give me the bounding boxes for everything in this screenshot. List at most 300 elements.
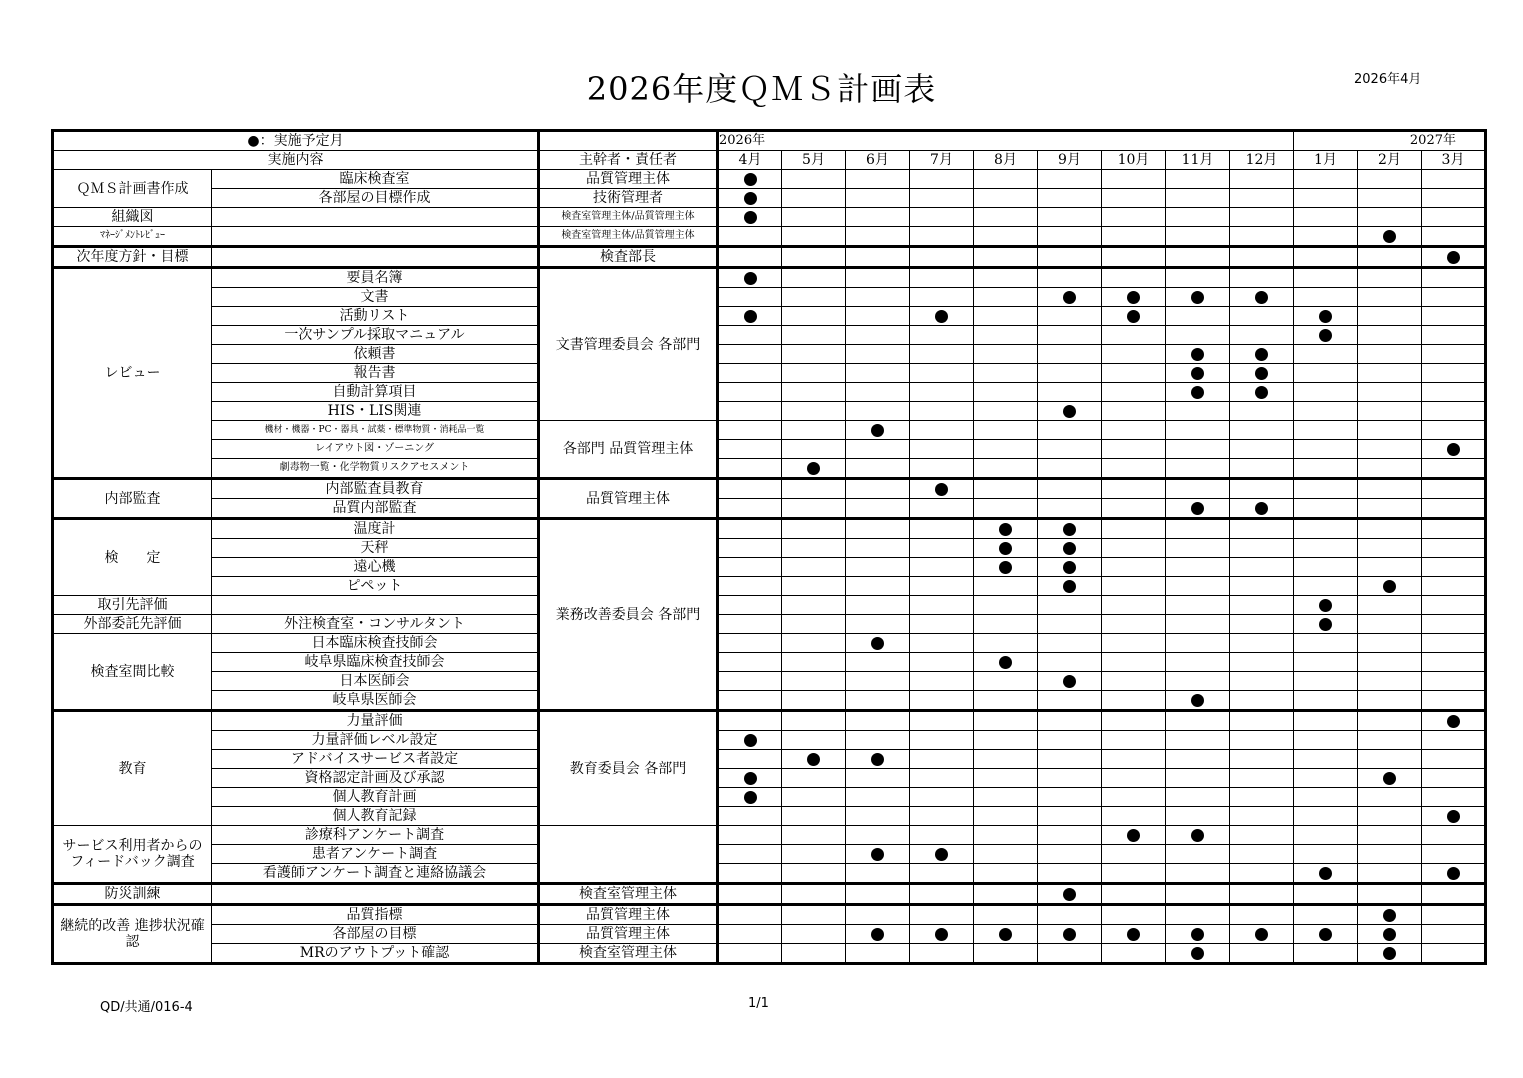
month-cell bbox=[1038, 769, 1102, 788]
month-cell bbox=[718, 750, 782, 769]
table-row bbox=[53, 421, 1486, 440]
month-cell bbox=[718, 845, 782, 864]
month-cell bbox=[1230, 539, 1294, 558]
month-cell bbox=[1294, 307, 1358, 326]
month-cell bbox=[846, 769, 910, 788]
month-cell bbox=[1038, 170, 1102, 189]
month-cell bbox=[1422, 672, 1486, 691]
table-row bbox=[53, 769, 1486, 788]
month-cell bbox=[846, 170, 910, 189]
month-cell bbox=[1166, 634, 1230, 653]
month-cell bbox=[910, 539, 974, 558]
month-cell bbox=[974, 459, 1038, 479]
month-cell bbox=[1294, 731, 1358, 750]
month-cell bbox=[1166, 864, 1230, 884]
scheduled-dot-icon bbox=[1319, 599, 1332, 612]
month-cell bbox=[1230, 788, 1294, 807]
month-cell bbox=[1166, 788, 1230, 807]
month-cell bbox=[1294, 440, 1358, 459]
month-cell bbox=[974, 519, 1038, 539]
category-cell: レビュー bbox=[53, 268, 212, 479]
month-cell bbox=[846, 383, 910, 402]
month-header: 9月 bbox=[1038, 151, 1102, 170]
month-cell bbox=[846, 440, 910, 459]
month-cell bbox=[1166, 826, 1230, 845]
month-cell bbox=[782, 944, 846, 964]
month-cell bbox=[910, 364, 974, 383]
scheduled-dot-icon bbox=[1063, 561, 1076, 574]
month-cell bbox=[1102, 691, 1166, 711]
month-cell bbox=[974, 189, 1038, 208]
month-cell bbox=[782, 731, 846, 750]
month-cell bbox=[1422, 519, 1486, 539]
scheduled-dot-icon bbox=[1383, 909, 1396, 922]
year-next-label: 2027年 bbox=[1294, 131, 1486, 151]
month-cell bbox=[718, 288, 782, 307]
month-cell bbox=[1422, 944, 1486, 964]
month-cell bbox=[910, 402, 974, 421]
month-cell bbox=[910, 769, 974, 788]
table-row bbox=[53, 925, 1486, 944]
month-cell bbox=[1358, 826, 1422, 845]
month-cell bbox=[1358, 189, 1422, 208]
month-cell bbox=[1294, 208, 1358, 227]
month-cell bbox=[1038, 364, 1102, 383]
table-row bbox=[53, 944, 1486, 964]
item-cell: レイアウト図・ゾーニング bbox=[212, 440, 539, 459]
month-cell bbox=[1166, 558, 1230, 577]
month-cell bbox=[846, 189, 910, 208]
month-cell bbox=[718, 731, 782, 750]
month-cell bbox=[1358, 539, 1422, 558]
month-cell bbox=[910, 227, 974, 247]
month-cell bbox=[846, 499, 910, 519]
month-cell bbox=[1358, 905, 1422, 925]
month-cell bbox=[1422, 826, 1486, 845]
month-cell bbox=[910, 558, 974, 577]
month-cell bbox=[1422, 170, 1486, 189]
item-cell: 自動計算項目 bbox=[212, 383, 539, 402]
scheduled-dot-icon bbox=[1319, 928, 1332, 941]
item-cell: 各部屋の目標 bbox=[212, 925, 539, 944]
qms-plan-table bbox=[51, 129, 1487, 965]
month-cell bbox=[782, 884, 846, 905]
month-cell bbox=[1358, 750, 1422, 769]
month-cell bbox=[1230, 208, 1294, 227]
scheduled-dot-icon bbox=[1191, 694, 1204, 707]
month-cell bbox=[1358, 519, 1422, 539]
month-cell bbox=[846, 288, 910, 307]
month-cell bbox=[1422, 769, 1486, 788]
month-cell bbox=[910, 672, 974, 691]
month-cell bbox=[718, 170, 782, 189]
month-cell bbox=[1294, 925, 1358, 944]
month-cell bbox=[1038, 440, 1102, 459]
table-row bbox=[53, 788, 1486, 807]
month-cell bbox=[1294, 691, 1358, 711]
owner-cell: 検査室管理主体 bbox=[539, 884, 718, 905]
page-number: 1/1 bbox=[748, 996, 769, 1011]
month-cell bbox=[1358, 845, 1422, 864]
month-cell bbox=[1038, 634, 1102, 653]
item-cell bbox=[212, 596, 539, 615]
item-cell: 個人教育計画 bbox=[212, 788, 539, 807]
month-cell bbox=[1102, 479, 1166, 499]
scheduled-dot-icon bbox=[744, 272, 757, 285]
scheduled-dot-icon bbox=[1063, 888, 1076, 901]
month-cell bbox=[1102, 672, 1166, 691]
month-cell bbox=[1166, 807, 1230, 826]
month-cell bbox=[1038, 691, 1102, 711]
month-cell bbox=[1294, 826, 1358, 845]
month-cell bbox=[1166, 208, 1230, 227]
month-cell bbox=[782, 691, 846, 711]
month-cell bbox=[718, 788, 782, 807]
month-cell bbox=[846, 845, 910, 864]
month-cell bbox=[846, 925, 910, 944]
month-cell bbox=[1038, 539, 1102, 558]
month-cell bbox=[1358, 731, 1422, 750]
item-cell: 要員名簿 bbox=[212, 268, 539, 288]
month-cell bbox=[1230, 459, 1294, 479]
month-cell bbox=[1358, 577, 1422, 596]
month-cell bbox=[1294, 944, 1358, 964]
scheduled-dot-icon bbox=[1127, 829, 1140, 842]
month-cell bbox=[782, 479, 846, 499]
category-cell: 教育 bbox=[53, 711, 212, 826]
table-row bbox=[53, 345, 1486, 364]
scheduled-dot-icon bbox=[1191, 947, 1204, 960]
month-cell bbox=[1102, 788, 1166, 807]
month-cell bbox=[1166, 440, 1230, 459]
month-cell bbox=[910, 788, 974, 807]
month-cell bbox=[782, 845, 846, 864]
month-cell bbox=[974, 326, 1038, 345]
month-cell bbox=[1038, 247, 1102, 268]
month-cell bbox=[974, 364, 1038, 383]
month-cell bbox=[718, 596, 782, 615]
table-row bbox=[53, 672, 1486, 691]
month-cell bbox=[1102, 440, 1166, 459]
item-cell: 一次サンプル採取マニュアル bbox=[212, 326, 539, 345]
month-cell bbox=[1102, 558, 1166, 577]
scheduled-dot-icon bbox=[807, 753, 820, 766]
scheduled-dot-icon bbox=[1191, 291, 1204, 304]
scheduled-dot-icon bbox=[1191, 829, 1204, 842]
table-row bbox=[53, 519, 1486, 539]
table-row bbox=[53, 459, 1486, 479]
item-cell: 日本医師会 bbox=[212, 672, 539, 691]
month-cell bbox=[910, 845, 974, 864]
month-cell bbox=[1358, 345, 1422, 364]
month-cell bbox=[1230, 479, 1294, 499]
month-cell bbox=[846, 345, 910, 364]
scheduled-dot-icon bbox=[1191, 348, 1204, 361]
month-cell bbox=[782, 826, 846, 845]
month-cell bbox=[1166, 944, 1230, 964]
item-cell bbox=[212, 247, 539, 268]
month-cell bbox=[974, 345, 1038, 364]
month-cell bbox=[1038, 944, 1102, 964]
month-cell bbox=[1358, 170, 1422, 189]
month-cell bbox=[1358, 268, 1422, 288]
month-cell bbox=[1102, 170, 1166, 189]
month-cell bbox=[846, 884, 910, 905]
month-cell bbox=[718, 383, 782, 402]
month-cell bbox=[782, 558, 846, 577]
month-cell bbox=[718, 925, 782, 944]
category-cell: 防災訓練 bbox=[53, 884, 212, 905]
month-cell bbox=[1102, 615, 1166, 634]
month-cell bbox=[1038, 672, 1102, 691]
month-cell bbox=[782, 711, 846, 731]
month-cell bbox=[974, 440, 1038, 459]
month-cell bbox=[910, 345, 974, 364]
scheduled-dot-icon bbox=[1255, 502, 1268, 515]
month-cell bbox=[1230, 731, 1294, 750]
month-header: 2月 bbox=[1358, 151, 1422, 170]
month-cell bbox=[1358, 807, 1422, 826]
month-cell bbox=[1422, 421, 1486, 440]
month-cell bbox=[846, 826, 910, 845]
table-row bbox=[53, 268, 1486, 288]
month-cell bbox=[718, 826, 782, 845]
month-cell bbox=[846, 421, 910, 440]
table-row bbox=[53, 288, 1486, 307]
owner-cell: 検査部長 bbox=[539, 247, 718, 268]
month-cell bbox=[1422, 307, 1486, 326]
month-cell bbox=[910, 440, 974, 459]
month-cell bbox=[1358, 208, 1422, 227]
month-cell bbox=[910, 750, 974, 769]
month-cell bbox=[974, 539, 1038, 558]
month-header: 11月 bbox=[1166, 151, 1230, 170]
scheduled-dot-icon bbox=[1127, 928, 1140, 941]
month-cell bbox=[910, 826, 974, 845]
month-cell bbox=[1102, 307, 1166, 326]
month-cell bbox=[782, 383, 846, 402]
month-cell bbox=[1038, 864, 1102, 884]
month-cell bbox=[782, 247, 846, 268]
scheduled-dot-icon bbox=[999, 928, 1012, 941]
month-cell bbox=[1422, 345, 1486, 364]
content-header: 実施内容 bbox=[53, 151, 539, 170]
month-cell bbox=[1422, 845, 1486, 864]
month-header: 12月 bbox=[1230, 151, 1294, 170]
month-cell bbox=[1358, 672, 1422, 691]
month-cell bbox=[1230, 402, 1294, 421]
month-cell bbox=[1102, 769, 1166, 788]
month-cell bbox=[718, 364, 782, 383]
scheduled-dot-icon bbox=[1255, 291, 1268, 304]
month-cell bbox=[1294, 672, 1358, 691]
month-cell bbox=[1038, 479, 1102, 499]
month-cell bbox=[782, 653, 846, 672]
month-cell bbox=[1166, 479, 1230, 499]
category-cell: 組織図 bbox=[53, 208, 212, 227]
item-cell: 劇毒物一覧・化学物質リスクアセスメント bbox=[212, 459, 539, 479]
scheduled-dot-icon bbox=[744, 211, 757, 224]
item-cell: 資格認定計画及び承認 bbox=[212, 769, 539, 788]
table-row bbox=[53, 905, 1486, 925]
month-cell bbox=[1230, 440, 1294, 459]
month-cell bbox=[846, 364, 910, 383]
month-cell bbox=[1358, 479, 1422, 499]
month-cell bbox=[1294, 288, 1358, 307]
table-row bbox=[53, 731, 1486, 750]
month-cell bbox=[1038, 345, 1102, 364]
month-cell bbox=[846, 653, 910, 672]
table-row bbox=[53, 189, 1486, 208]
month-cell bbox=[846, 326, 910, 345]
month-cell bbox=[718, 499, 782, 519]
month-cell bbox=[1358, 459, 1422, 479]
owner-cell: 教育委員会 各部門 bbox=[539, 711, 718, 826]
month-cell bbox=[1422, 459, 1486, 479]
item-cell: 依頼書 bbox=[212, 345, 539, 364]
month-cell bbox=[1038, 750, 1102, 769]
month-cell bbox=[782, 440, 846, 459]
month-cell bbox=[1166, 615, 1230, 634]
month-cell bbox=[974, 653, 1038, 672]
table-row bbox=[53, 750, 1486, 769]
month-cell bbox=[1102, 227, 1166, 247]
month-cell bbox=[1422, 440, 1486, 459]
month-cell bbox=[1102, 345, 1166, 364]
month-cell bbox=[1358, 634, 1422, 653]
month-cell bbox=[846, 479, 910, 499]
month-cell bbox=[1230, 826, 1294, 845]
month-cell bbox=[718, 459, 782, 479]
table-row bbox=[53, 653, 1486, 672]
month-cell bbox=[1230, 326, 1294, 345]
month-cell bbox=[718, 691, 782, 711]
month-cell bbox=[910, 519, 974, 539]
scheduled-dot-icon bbox=[871, 928, 884, 941]
item-cell bbox=[212, 208, 539, 227]
month-cell bbox=[974, 479, 1038, 499]
month-cell bbox=[1038, 884, 1102, 905]
month-cell bbox=[718, 884, 782, 905]
month-cell bbox=[718, 247, 782, 268]
month-cell bbox=[1166, 402, 1230, 421]
month-cell bbox=[1102, 944, 1166, 964]
month-cell bbox=[718, 440, 782, 459]
month-cell bbox=[1230, 364, 1294, 383]
month-cell bbox=[1038, 731, 1102, 750]
month-cell bbox=[1294, 499, 1358, 519]
month-cell bbox=[1294, 788, 1358, 807]
item-cell: 外注検査室・コンサルタント bbox=[212, 615, 539, 634]
month-cell bbox=[782, 634, 846, 653]
month-cell bbox=[1166, 691, 1230, 711]
month-cell bbox=[1102, 750, 1166, 769]
month-cell bbox=[1230, 711, 1294, 731]
month-cell bbox=[1038, 711, 1102, 731]
table-row bbox=[53, 227, 1486, 247]
month-cell bbox=[974, 691, 1038, 711]
month-cell bbox=[1230, 345, 1294, 364]
scheduled-dot-icon bbox=[1447, 715, 1460, 728]
month-cell bbox=[846, 711, 910, 731]
owner-cell: 各部門 品質管理主体 bbox=[539, 421, 718, 479]
table-row bbox=[53, 884, 1486, 905]
month-cell bbox=[910, 247, 974, 268]
header-row-months bbox=[53, 151, 1486, 170]
month-cell bbox=[974, 788, 1038, 807]
table-row bbox=[53, 845, 1486, 864]
month-cell bbox=[1230, 421, 1294, 440]
month-cell bbox=[1422, 615, 1486, 634]
month-cell bbox=[910, 268, 974, 288]
item-cell: 力量評価レベル設定 bbox=[212, 731, 539, 750]
month-cell bbox=[1294, 769, 1358, 788]
scheduled-dot-icon bbox=[935, 848, 948, 861]
month-cell bbox=[782, 539, 846, 558]
scheduled-dot-icon bbox=[1255, 928, 1268, 941]
month-cell bbox=[1230, 247, 1294, 268]
scheduled-dot-icon bbox=[807, 462, 820, 475]
month-cell bbox=[1230, 653, 1294, 672]
header-row-years bbox=[53, 131, 1486, 151]
month-cell bbox=[974, 596, 1038, 615]
month-cell bbox=[1358, 884, 1422, 905]
month-cell bbox=[910, 499, 974, 519]
month-cell bbox=[974, 268, 1038, 288]
month-cell bbox=[1230, 634, 1294, 653]
month-cell bbox=[718, 519, 782, 539]
month-cell bbox=[1294, 421, 1358, 440]
scheduled-dot-icon bbox=[1383, 230, 1396, 243]
month-cell bbox=[1102, 247, 1166, 268]
month-cell bbox=[846, 459, 910, 479]
item-cell bbox=[212, 884, 539, 905]
month-cell bbox=[1358, 711, 1422, 731]
month-header: 10月 bbox=[1102, 151, 1166, 170]
month-cell bbox=[1230, 807, 1294, 826]
scheduled-dot-icon bbox=[935, 310, 948, 323]
month-cell bbox=[718, 208, 782, 227]
month-cell bbox=[846, 227, 910, 247]
table-row bbox=[53, 615, 1486, 634]
month-cell bbox=[1230, 925, 1294, 944]
month-cell bbox=[846, 615, 910, 634]
month-cell bbox=[1422, 905, 1486, 925]
month-cell bbox=[1358, 227, 1422, 247]
month-cell bbox=[846, 691, 910, 711]
month-cell bbox=[718, 227, 782, 247]
item-cell: 天秤 bbox=[212, 539, 539, 558]
table-row bbox=[53, 326, 1486, 345]
item-cell: アドバイスサービス者設定 bbox=[212, 750, 539, 769]
month-cell bbox=[910, 170, 974, 189]
month-cell bbox=[782, 208, 846, 227]
month-cell bbox=[846, 402, 910, 421]
month-cell bbox=[1102, 845, 1166, 864]
month-cell bbox=[1166, 227, 1230, 247]
scheduled-dot-icon bbox=[871, 848, 884, 861]
month-cell bbox=[1102, 189, 1166, 208]
month-cell bbox=[1358, 596, 1422, 615]
month-cell bbox=[1102, 731, 1166, 750]
month-cell bbox=[1358, 364, 1422, 383]
month-cell bbox=[782, 577, 846, 596]
month-cell bbox=[1358, 402, 1422, 421]
month-cell bbox=[1294, 268, 1358, 288]
document-code: QD/共通/016-4 bbox=[100, 1000, 193, 1015]
month-cell bbox=[1102, 634, 1166, 653]
month-cell bbox=[1102, 925, 1166, 944]
